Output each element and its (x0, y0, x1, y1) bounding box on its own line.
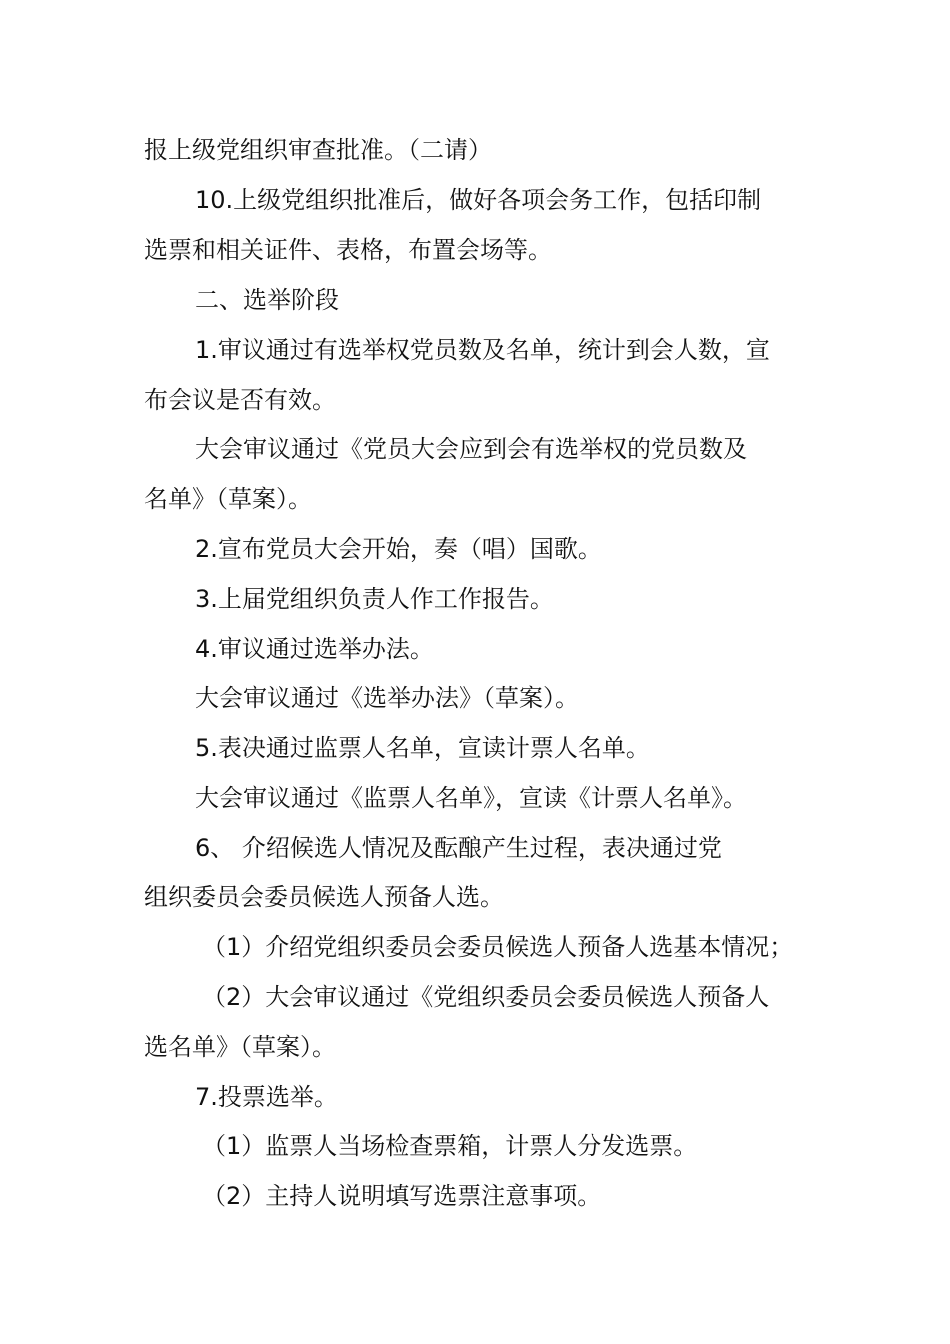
text-line-9: 2.宣布党员大会开始，奏（唱）国歌。 (195, 535, 602, 563)
text-line-22: （2）主持人说明填写选票注意事项。 (202, 1182, 602, 1210)
text-line-2: 10.上级党组织批准后，做好各项会务工作，包括印制 (195, 186, 762, 214)
text-line-13: 5.表决通过监票人名单，宣读计票人名单。 (195, 734, 650, 762)
text-line-15: 6、 介绍候选人情况及酝酿产生过程，表决通过党 (195, 834, 722, 862)
text-line-17: （1）介绍党组织委员会委员候选人预备人选基本情况； (202, 933, 794, 961)
text-line-20: 7.投票选举。 (195, 1083, 338, 1111)
text-line-5: 1.审议通过有选举权党员数及名单，统计到会人数，宣 (195, 336, 770, 364)
text-line-3: 选票和相关证件、表格，布置会场等。 (144, 236, 552, 264)
text-line-7: 大会审议通过《党员大会应到会有选举权的党员数及 (195, 435, 747, 463)
text-line-6: 布会议是否有效。 (144, 386, 336, 414)
text-line-18: （2）大会审议通过《党组织委员会委员候选人预备人 (202, 983, 770, 1011)
text-line-10: 3.上届党组织负责人作工作报告。 (195, 585, 554, 613)
text-line-21: （1）监票人当场检查票箱，计票人分发选票。 (202, 1132, 698, 1160)
section-heading: 二、选举阶段 (195, 286, 339, 314)
text-line-12: 大会审议通过《选举办法》（草案）。 (195, 684, 579, 712)
text-line-14: 大会审议通过《监票人名单》，宣读《计票人名单》。 (195, 784, 747, 812)
text-line-1: 报上级党组织审查批准。（二请） (144, 136, 492, 164)
text-line-8: 名单》（草案）。 (144, 485, 312, 513)
text-line-16: 组织委员会委员候选人预备人选。 (144, 883, 504, 911)
text-line-19: 选名单》（草案）。 (144, 1033, 336, 1061)
text-line-11: 4.审议通过选举办法。 (195, 635, 434, 663)
